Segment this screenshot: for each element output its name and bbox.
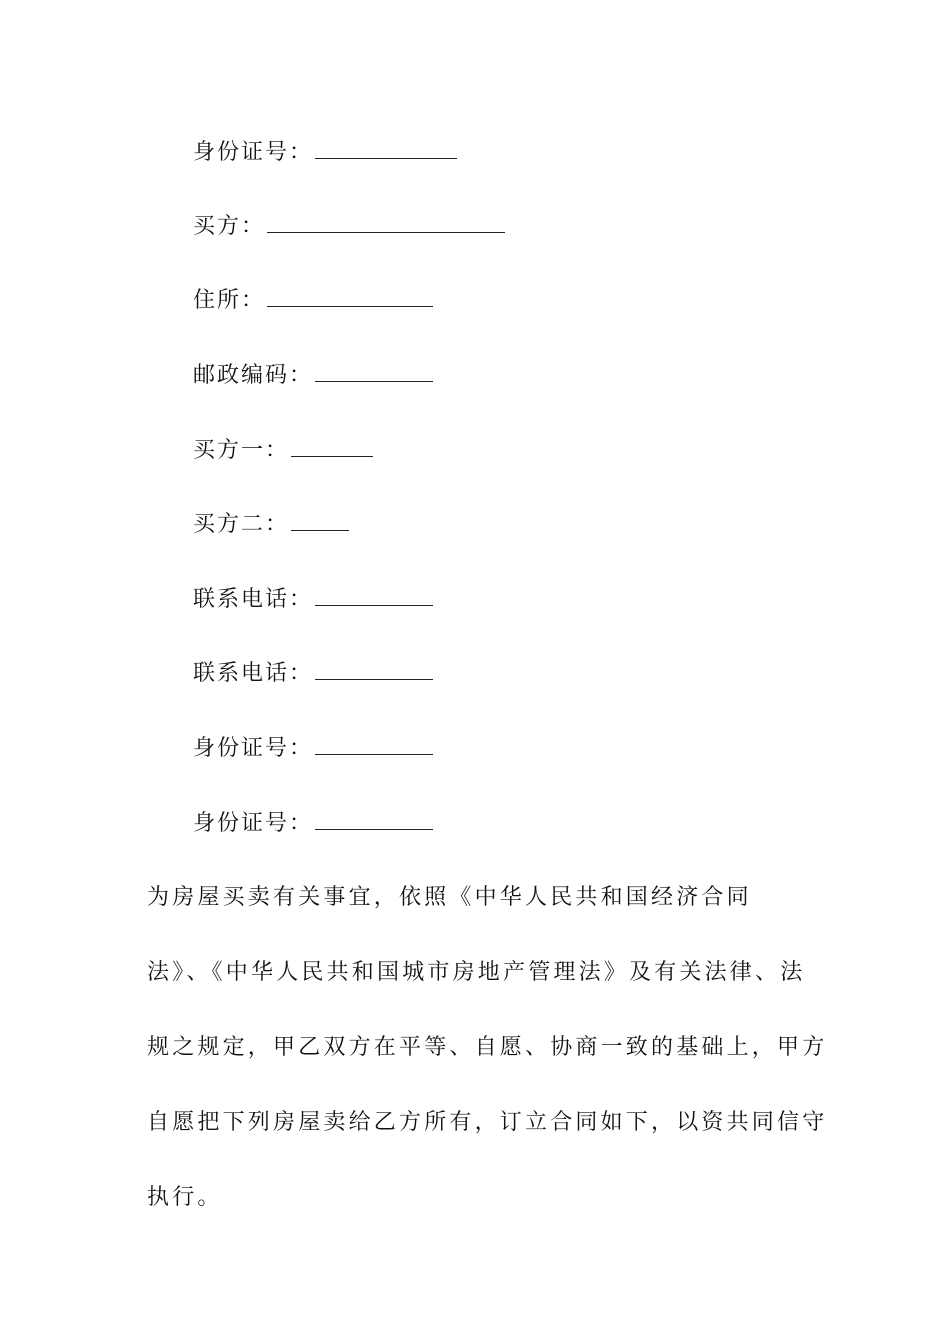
field-seller-id-number [193, 138, 457, 168]
paragraph-line: 执行。 [147, 1185, 223, 1210]
fill-blank[interactable] [315, 361, 433, 382]
field-label: 身份证号： [193, 811, 314, 836]
fill-blank[interactable] [315, 659, 433, 680]
fill-blank[interactable] [267, 286, 433, 307]
paragraph-line: 法》、《中华人民共和国城市房地产管理法》及有关法律、法 [147, 960, 806, 985]
field-buyer-one [193, 436, 373, 466]
field-phone-2 [193, 659, 433, 689]
fill-blank[interactable] [291, 436, 373, 457]
field-label: 身份证号： [193, 140, 314, 165]
field-id-number-2 [193, 809, 433, 839]
field-label: 邮政编码： [193, 363, 314, 388]
fill-blank[interactable] [291, 510, 349, 531]
field-postal-code [193, 361, 433, 391]
field-label: 住所： [193, 288, 266, 313]
fill-blank[interactable] [267, 212, 505, 233]
field-label: 联系电话： [193, 661, 314, 686]
field-label: 联系电话： [193, 587, 314, 612]
field-id-number-1 [193, 734, 433, 764]
paragraph-line: 为房屋买卖有关事宜，依照《中华人民共和国经济合同 [147, 885, 752, 910]
field-label: 身份证号： [193, 736, 314, 761]
field-phone-1 [193, 585, 433, 615]
paragraph-line: 自愿把下列房屋卖给乙方所有，订立合同如下，以资共同信守 [147, 1110, 828, 1135]
field-label: 买方二： [193, 512, 290, 537]
field-buyer-two [193, 510, 349, 540]
contract-preamble [147, 860, 828, 1235]
fill-blank[interactable] [315, 809, 433, 830]
field-label: 买方： [193, 214, 266, 239]
fill-blank[interactable] [315, 734, 433, 755]
fill-blank[interactable] [315, 585, 433, 606]
field-buyer [193, 212, 505, 242]
field-label: 买方一： [193, 438, 290, 463]
field-address [193, 286, 433, 316]
paragraph-line: 规之规定，甲乙双方在平等、自愿、协商一致的基础上，甲方 [147, 1035, 828, 1060]
fill-blank[interactable] [315, 138, 457, 159]
